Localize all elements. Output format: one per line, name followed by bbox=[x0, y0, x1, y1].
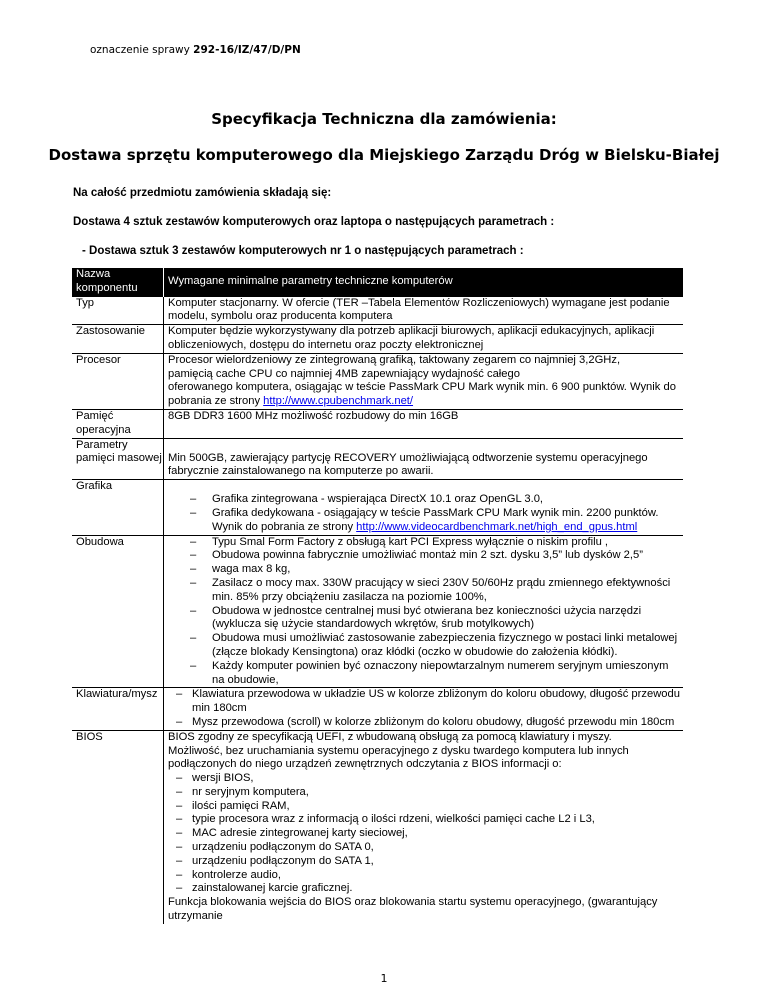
row-label: Parametry pamięci masowej bbox=[72, 438, 164, 480]
dash-bullet: – bbox=[190, 563, 197, 576]
grafika-item bbox=[168, 493, 683, 507]
row-value bbox=[164, 480, 684, 535]
cpubenchmark-link[interactable]: http://www.cpubenchmark.net/ bbox=[263, 395, 414, 408]
bios-item bbox=[168, 827, 683, 841]
dash-bullet: – bbox=[176, 854, 183, 867]
bios-item-text: urządzeniu podłączonym do SATA 1, bbox=[192, 854, 374, 867]
bios-item-text: nr seryjnym komputera, bbox=[192, 785, 309, 798]
procesor-line-2: pamięcią cache CPU co najmniej 4MB zapewniający wydajność całego bbox=[168, 367, 520, 380]
row-label: Klawiatura/mysz bbox=[72, 688, 164, 730]
table-row-typ bbox=[72, 296, 683, 325]
klawiatura-item-text: Klawiatura przewodowa w układzie US w kolorze zbliżonym do koloru obudowy, długość przewodu min 180cm bbox=[192, 688, 680, 715]
obudowa-item-text: Typu Smal Form Factory z obsługą kart PCI Express wyłącznie o niskim profilu , bbox=[212, 535, 609, 548]
bios-line-2: Możliwość, bez uruchamiania systemu operacyjnego z dysku twardego komputera lub innych podłączonych do niego urządzeń zewnętrznych odczytania z BIOS informacji o: bbox=[168, 744, 629, 771]
row-value bbox=[164, 535, 684, 688]
row-label: Pamięć operacyjna bbox=[72, 409, 164, 438]
intro-line-3: - Dostawa sztuk 3 zestawów komputerowych nr 1 o następujących parametrach : bbox=[82, 245, 524, 257]
case-reference bbox=[90, 44, 301, 56]
obudowa-item-text: waga max 8 kg, bbox=[212, 563, 291, 576]
dash-bullet: – bbox=[190, 549, 197, 562]
bios-item-text: zainstalowanej karcie graficznej. bbox=[192, 882, 353, 895]
page-number: 1 bbox=[380, 972, 388, 985]
obudowa-item-text: Obudowa powinna fabrycznie umożliwiać montaż min 2 szt. dysku 3,5” lub dysków 2,5” bbox=[212, 549, 643, 562]
dash-bullet: – bbox=[176, 772, 183, 785]
dash-bullet: – bbox=[176, 688, 183, 701]
dash-bullet: – bbox=[190, 506, 197, 519]
dash-bullet: – bbox=[190, 535, 197, 548]
grafika-item bbox=[168, 507, 683, 535]
dash-bullet: – bbox=[190, 493, 197, 506]
row-label: BIOS bbox=[72, 730, 164, 924]
dash-bullet: – bbox=[176, 785, 183, 798]
obudowa-item bbox=[168, 577, 683, 605]
bios-item bbox=[168, 869, 683, 883]
table-row-procesor bbox=[72, 353, 683, 409]
bios-item bbox=[168, 882, 683, 896]
obudowa-item-text: Zasilacz o mocy max. 330W pracujący w sieci 230V 50/60Hz prądu zmiennego efektywności min. 85% przy obciążeniu zasilacza na poziomie 100%, bbox=[212, 576, 671, 603]
bios-item-text: ilości pamięci RAM, bbox=[192, 799, 290, 812]
table-row-obudowa bbox=[72, 535, 683, 688]
bios-item bbox=[168, 786, 683, 800]
header-requirements: Wymagane minimalne parametry techniczne komputerów bbox=[164, 268, 684, 296]
obudowa-item bbox=[168, 660, 683, 688]
bios-item bbox=[168, 855, 683, 869]
obudowa-item-text: Obudowa musi umożliwiać zastosowanie zabezpieczenia fizycznego w postaci linki metalowej (złącze blokady Kensingtona) oraz kłódki (oczko w obudowie do założenia kłódki). bbox=[212, 632, 678, 658]
bios-line-1: BIOS zgodny ze specyfikacją UEFI, z wbudowaną obsługą za pomocą klawiatury i myszy. bbox=[168, 730, 612, 743]
obudowa-item bbox=[168, 563, 683, 577]
dash-bullet: – bbox=[176, 813, 183, 826]
intro-line-2: Dostawa 4 sztuk zestawów komputerowych oraz laptopa o następujących parametrach : bbox=[73, 216, 555, 228]
bios-item-text: kontrolerze audio, bbox=[192, 868, 281, 881]
klawiatura-item bbox=[168, 688, 683, 716]
bios-item-text: urządzeniu podłączonym do SATA 0, bbox=[192, 841, 374, 854]
table-row-bios bbox=[72, 730, 683, 924]
row-value: Komputer będzie wykorzystywany dla potrzeb aplikacji biurowych, aplikacji edukacyjnych, aplikacji obliczeniowych, dostępu do internetu oraz poczty elektronicznej bbox=[164, 325, 684, 354]
dash-bullet: – bbox=[176, 799, 183, 812]
intro-line-1: Na całość przedmiotu zamówienia składają się: bbox=[73, 187, 332, 199]
table-header-row bbox=[72, 268, 683, 296]
document-subtitle: Dostawa sprzętu komputerowego dla Miejskiego Zarządu Dróg w Bielsku-Białej bbox=[48, 146, 720, 164]
bios-item-text: wersji BIOS, bbox=[192, 772, 254, 785]
obudowa-item bbox=[168, 536, 683, 550]
obudowa-item-text: Obudowa w jednostce centralnej musi być otwierana bez konieczności użycia narzędzi (wyklucza się użycie standardowych wkrętów, śrub motylkowych) bbox=[212, 604, 642, 631]
table-row-klawiatura bbox=[72, 688, 683, 730]
procesor-line-3: oferowanego komputera, osiągając w teście PassMark CPU Mark wynik min. 6 900 punktów. Wynik do pobrania ze strony bbox=[168, 381, 676, 408]
dash-bullet: – bbox=[190, 576, 197, 589]
obudowa-item bbox=[168, 549, 683, 563]
row-label: Obudowa bbox=[72, 535, 164, 688]
row-label: Zastosowanie bbox=[72, 325, 164, 354]
table-row-zastosowanie bbox=[72, 325, 683, 354]
dash-bullet: – bbox=[190, 604, 197, 617]
specification-table bbox=[72, 268, 683, 924]
row-label: Typ bbox=[72, 296, 164, 325]
table-row-pamiec bbox=[72, 409, 683, 438]
obudowa-item bbox=[168, 632, 683, 660]
bios-item bbox=[168, 841, 683, 855]
bios-item bbox=[168, 813, 683, 827]
videocardbenchmark-link[interactable]: http://www.videocardbenchmark.net/high_end_gpus.html bbox=[356, 520, 638, 533]
grafika-item-text: Grafika dedykowana - osiągający w teście PassMark CPU Mark wynik min. 2200 punktów. Wynik do pobrania ze strony bbox=[212, 506, 659, 533]
bios-item-text: MAC adresie zintegrowanej karty sieciowej, bbox=[192, 827, 408, 840]
bios-item bbox=[168, 800, 683, 814]
dash-bullet: – bbox=[190, 659, 197, 672]
row-value: 8GB DDR3 1600 MHz możliwość rozbudowy do min 16GB bbox=[164, 409, 684, 438]
bios-line-3: Funkcja blokowania wejścia do BIOS oraz blokowania startu systemu operacyjnego, (gwarantujący utrzymanie bbox=[168, 896, 658, 923]
klawiatura-item-text: Mysz przewodowa (scroll) w kolorze zbliżonym do koloru obudowy, długość przewodu min 180cm bbox=[192, 715, 675, 728]
obudowa-item-text: Każdy komputer powinien być oznaczony niepowtarzalnym numerem seryjnym umieszonym na obudowie, bbox=[212, 659, 669, 686]
table-row-grafika bbox=[72, 480, 683, 535]
dash-bullet: – bbox=[176, 841, 183, 854]
bios-item-text: typie procesora wraz z informacją o ilości rdzeni, wielkości pamięci cache L2 i L3, bbox=[192, 813, 595, 826]
row-label: Procesor bbox=[72, 353, 164, 409]
dash-bullet: – bbox=[190, 632, 197, 645]
obudowa-item bbox=[168, 605, 683, 633]
dash-bullet: – bbox=[176, 882, 183, 895]
bios-item bbox=[168, 772, 683, 786]
row-value bbox=[164, 353, 684, 409]
row-value bbox=[164, 730, 684, 924]
case-number: 292-16/IZ/47/D/PN bbox=[193, 44, 301, 56]
row-value: Komputer stacjonarny. W ofercie (TER –Tabela Elementów Rozliczeniowych) wymagane jest podanie modelu, symbolu oraz producenta komputera bbox=[164, 296, 684, 325]
klawiatura-item bbox=[168, 716, 683, 730]
dash-bullet: – bbox=[176, 827, 183, 840]
row-value: Min 500GB, zawierający partycję RECOVERY umożliwiającą odtworzenie systemu operacyjnego fabrycznie zainstalowanego na komputerze po awarii. bbox=[164, 438, 684, 480]
dash-bullet: – bbox=[176, 715, 183, 728]
case-prefix: oznaczenie sprawy bbox=[90, 44, 190, 56]
table-row-parametry bbox=[72, 438, 683, 480]
row-value bbox=[164, 688, 684, 730]
row-label: Grafika bbox=[72, 480, 164, 535]
dash-bullet: – bbox=[176, 868, 183, 881]
header-component: Nazwa komponentu bbox=[72, 268, 164, 296]
document-title: Specyfikacja Techniczna dla zamówienia: bbox=[211, 110, 557, 128]
procesor-line-1: Procesor wielordzeniowy ze zintegrowaną grafiką, taktowany zegarem co najmniej 3,2GHz, bbox=[168, 353, 621, 366]
grafika-item-text: Grafika zintegrowana - wspierająca DirectX 10.1 oraz OpenGL 3.0, bbox=[212, 493, 544, 506]
